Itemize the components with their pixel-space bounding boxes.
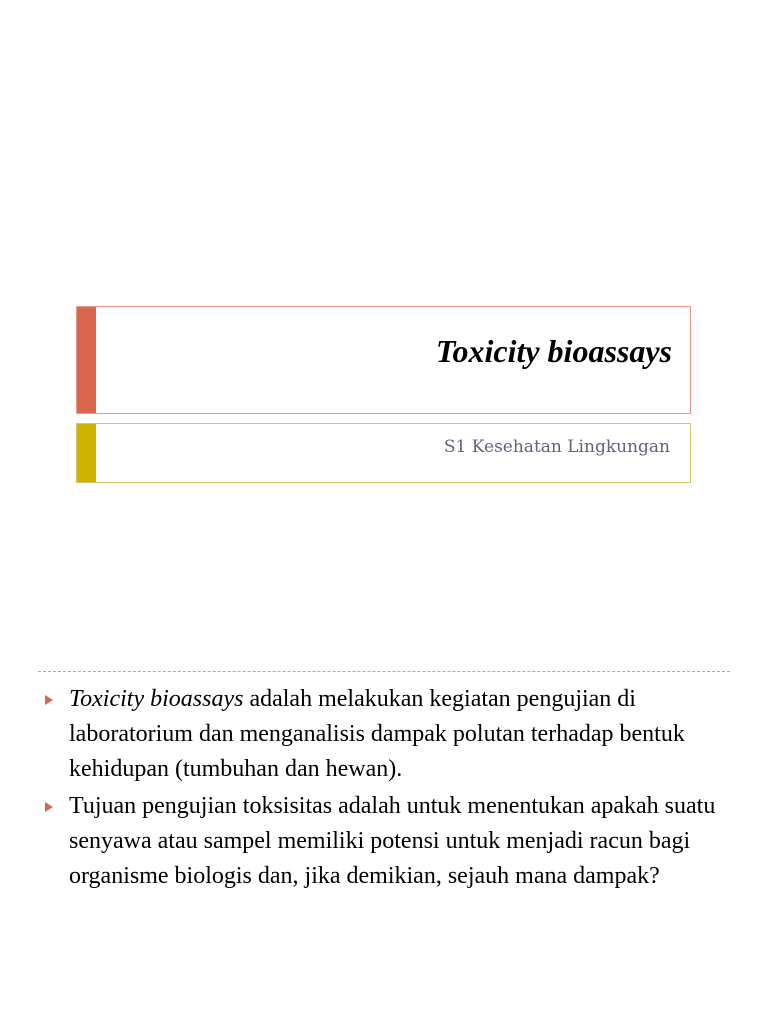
slide-title: Toxicity bioassays bbox=[435, 333, 672, 369]
slide-subtitle: S1 Kesehatan Lingkungan bbox=[443, 437, 670, 457]
title-accent-bar bbox=[77, 307, 96, 413]
subtitle-accent-bar bbox=[77, 424, 96, 482]
slide-divider bbox=[38, 671, 730, 672]
bullet-text: adalah melakukan kegiatan pengujian di laboratorium dan menganalisis dampak polutan terhadap bentuk kehidupan (tumbuhan dan hewan). bbox=[69, 686, 685, 782]
title-box bbox=[76, 306, 691, 414]
bullet-text: Tujuan pengujian toksisitas adalah untuk menentukan apakah suatu senyawa atau sampel memiliki potensi untuk menjadi racun bagi organisme biologis dan, jika demikian, sejauh mana dampak? bbox=[69, 793, 716, 889]
bullet-item bbox=[40, 789, 740, 894]
bullet-item bbox=[40, 682, 740, 787]
bullet-list bbox=[40, 682, 740, 896]
triangle-bullet-icon bbox=[45, 802, 53, 812]
subtitle-box bbox=[76, 423, 691, 483]
triangle-bullet-icon bbox=[45, 695, 53, 705]
bullet-term: Toxicity bioassays bbox=[69, 686, 244, 712]
